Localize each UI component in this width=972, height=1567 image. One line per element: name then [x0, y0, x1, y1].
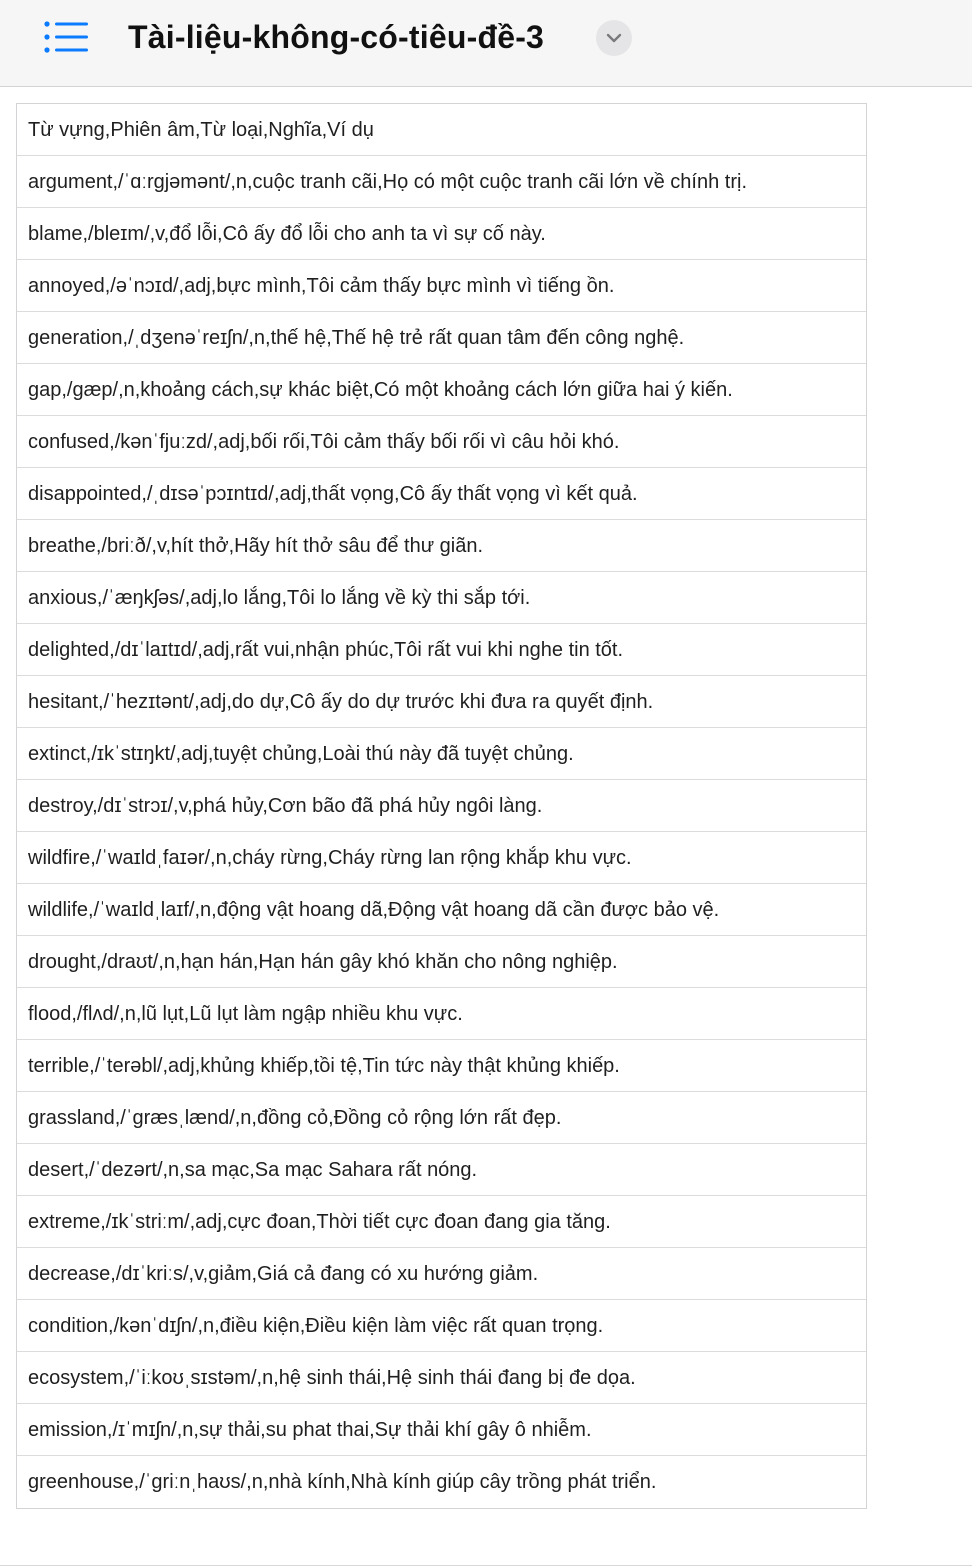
- table-row[interactable]: argument,/ˈɑːrgjəmənt/,n,cuộc tranh cãi,Họ có một cuộc tranh cãi lớn về chính trị.: [17, 156, 866, 208]
- table-row[interactable]: desert,/ˈdezərt/,n,sa mạc,Sa mạc Sahara rất nóng.: [17, 1144, 866, 1196]
- table-row[interactable]: greenhouse,/ˈgriːnˌhaʊs/,n,nhà kính,Nhà kính giúp cây trồng phát triển.: [28, 1471, 657, 1493]
- table-row[interactable]: annoyed,/əˈnɔɪd/,adj,bực mình,Tôi cảm thấy bực mình vì tiếng ồn.: [17, 260, 866, 312]
- table-row[interactable]: grassland,/ˈgræsˌlænd/,n,đồng cỏ,Đồng cỏ rộng lớn rất đẹp.: [17, 1092, 866, 1144]
- table-row[interactable]: terrible,/ˈterəbl/,adj,khủng khiếp,tồi tệ,Tin tức này thật khủng khiếp.: [17, 1040, 866, 1092]
- table-row[interactable]: extreme,/ɪkˈstriːm/,adj,cực đoan,Thời tiết cực đoan đang gia tăng.: [17, 1196, 866, 1248]
- table-row[interactable]: generation,/ˌdʒenəˈreɪʃn/,n,thế hệ,Thế hệ trẻ rất quan tâm đến công nghệ.: [17, 312, 866, 364]
- bottom-divider: [0, 1565, 972, 1566]
- document-table: [16, 103, 867, 1509]
- table-row[interactable]: delighted,/dɪˈlaɪtɪd/,adj,rất vui,nhận phúc,Tôi rất vui khi nghe tin tốt.: [17, 624, 866, 676]
- table-row[interactable]: Từ vựng,Phiên âm,Từ loại,Nghĩa,Ví dụ: [17, 104, 866, 156]
- table-row[interactable]: breathe,/briːð/,v,hít thở,Hãy hít thở sâu để thư giãn.: [17, 520, 866, 572]
- table-row[interactable]: condition,/kənˈdɪʃn/,n,điều kiện,Điều kiện làm việc rất quan trọng.: [17, 1300, 866, 1352]
- table-row[interactable]: ecosystem,/ˈiːkoʊˌsɪstəm/,n,hệ sinh thái,Hệ sinh thái đang bị đe dọa.: [17, 1352, 866, 1404]
- table-row[interactable]: confused,/kənˈfjuːzd/,adj,bối rối,Tôi cảm thấy bối rối vì câu hỏi khó.: [17, 416, 866, 468]
- table-row[interactable]: disappointed,/ˌdɪsəˈpɔɪntɪd/,adj,thất vọng,Cô ấy thất vọng vì kết quả.: [17, 468, 866, 520]
- table-row[interactable]: hesitant,/ˈhezɪtənt/,adj,do dự,Cô ấy do dự trước khi đưa ra quyết định.: [17, 676, 866, 728]
- table-row[interactable]: wildfire,/ˈwaɪldˌfaɪər/,n,cháy rừng,Cháy rừng lan rộng khắp khu vực.: [17, 832, 866, 884]
- table-row[interactable]: blame,/bleɪm/,v,đổ lỗi,Cô ấy đổ lỗi cho anh ta vì sự cố này.: [17, 208, 866, 260]
- chevron-down-icon[interactable]: [596, 20, 632, 56]
- top-toolbar: [0, 0, 972, 87]
- table-row[interactable]: extinct,/ɪkˈstɪŋkt/,adj,tuyệt chủng,Loài thú này đã tuyệt chủng.: [17, 728, 866, 780]
- table-row[interactable]: anxious,/ˈæŋkʃəs/,adj,lo lắng,Tôi lo lắng về kỳ thi sắp tới.: [17, 572, 866, 624]
- table-row[interactable]: emission,/ɪˈmɪʃn/,n,sự thải,su phat thai,Sự thải khí gây ô nhiễm.: [17, 1404, 866, 1456]
- list-icon[interactable]: [40, 18, 92, 58]
- table-row[interactable]: drought,/draʊt/,n,hạn hán,Hạn hán gây khó khăn cho nông nghiệp.: [17, 936, 866, 988]
- table-row[interactable]: gap,/gæp/,n,khoảng cách,sự khác biệt,Có một khoảng cách lớn giữa hai ý kiến.: [17, 364, 866, 416]
- document-title[interactable]: Tài-liệu-không-có-tiêu-đề-3: [128, 19, 545, 55]
- table-row[interactable]: decrease,/dɪˈkriːs/,v,giảm,Giá cả đang có xu hướng giảm.: [17, 1248, 866, 1300]
- table-row[interactable]: wildlife,/ˈwaɪldˌlaɪf/,n,động vật hoang dã,Động vật hoang dã cần được bảo vệ.: [17, 884, 866, 936]
- table-row[interactable]: flood,/flʌd/,n,lũ lụt,Lũ lụt làm ngập nhiều khu vực.: [17, 988, 866, 1040]
- table-row[interactable]: destroy,/dɪˈstrɔɪ/,v,phá hủy,Cơn bão đã phá hủy ngôi làng.: [17, 780, 866, 832]
